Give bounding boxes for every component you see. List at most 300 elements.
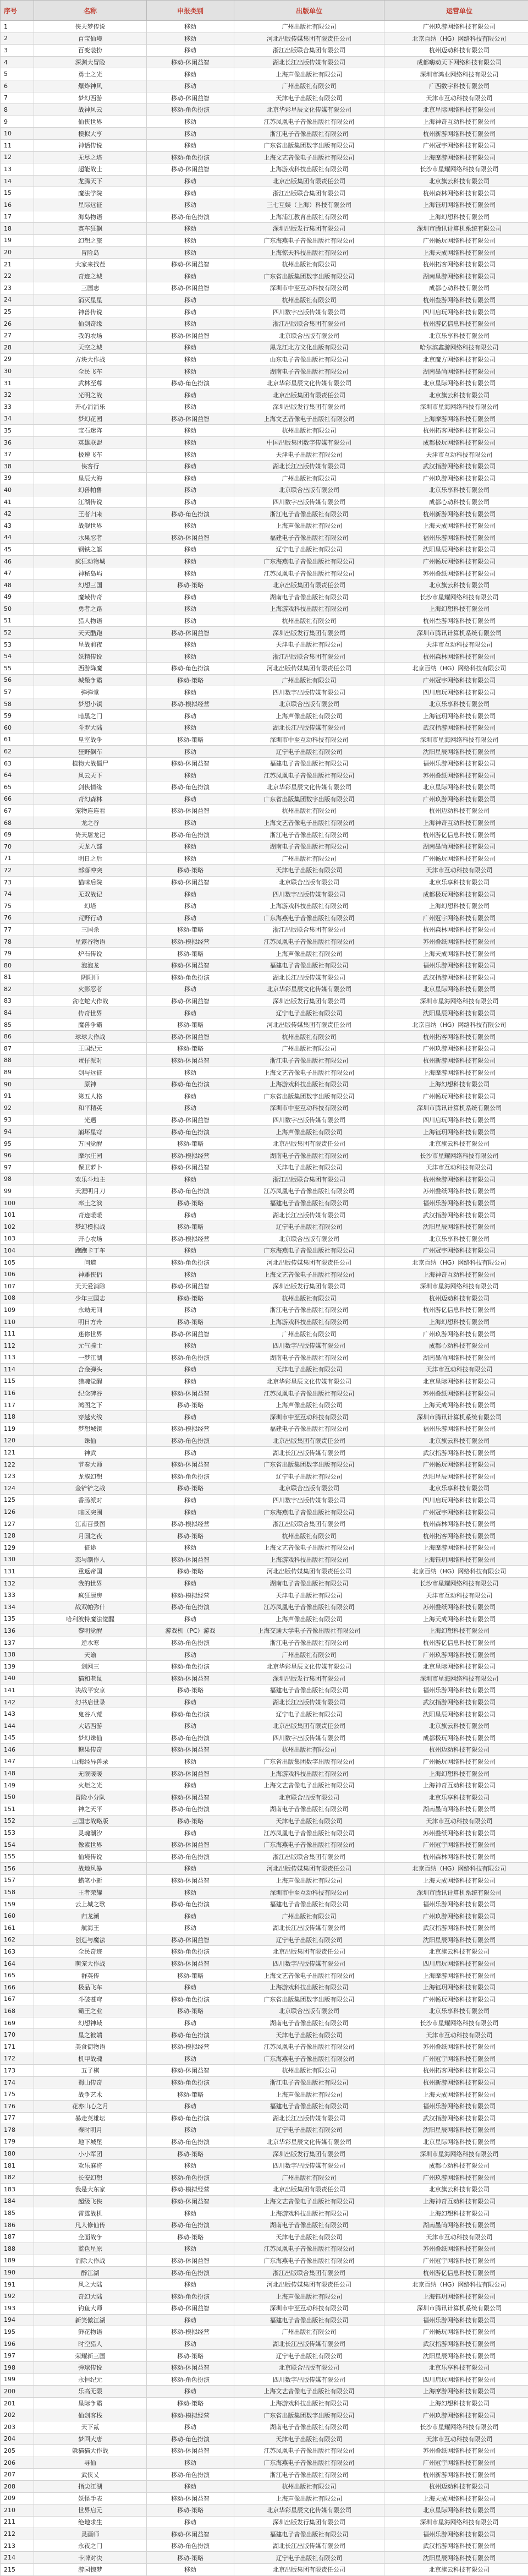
row-category: 移动 — [147, 852, 234, 865]
table-row — [1, 365, 528, 378]
row-operator: 苏州叠纸网络科技有限公司 — [384, 2445, 528, 2457]
row-index: 45 — [1, 544, 34, 556]
row-category: 移动 — [147, 389, 234, 401]
row-category: 移动 — [147, 199, 234, 211]
row-category: 移动 — [147, 460, 234, 472]
row-name: 开心农场 — [34, 1233, 147, 1245]
row-operator: 北京乐享科技有限公司 — [384, 1791, 528, 1803]
row-publisher: 北京华彩星辰文化传媒有限公司 — [234, 1660, 384, 1672]
row-publisher: 北京出版集团有限责任公司 — [234, 175, 384, 187]
row-name: 奇迹之城 — [34, 270, 147, 282]
row-name: 魔兽争霸 — [34, 1019, 147, 1031]
row-category: 移动 — [147, 1245, 234, 1257]
row-publisher: 四川数字出版传媒有限公司 — [234, 1957, 384, 1970]
row-index: 198 — [1, 2361, 34, 2373]
table-row — [1, 389, 528, 401]
row-index: 171 — [1, 2041, 34, 2053]
row-publisher: 浙江电子音像出版社有限公司 — [234, 1637, 384, 1649]
row-name: 哈利波特魔法觉醒 — [34, 1613, 147, 1625]
table-row — [1, 674, 528, 686]
row-publisher: 辽宁电子出版社有限公司 — [234, 1007, 384, 1019]
row-publisher: 深圳出版发行集团有限公司 — [234, 2148, 384, 2160]
row-category: 移动-休闲益智 — [147, 1791, 234, 1803]
table-row — [1, 1744, 528, 1756]
row-category: 移动 — [147, 2053, 234, 2065]
row-name: 恋与制作人 — [34, 1554, 147, 1566]
row-category: 移动 — [147, 175, 234, 187]
table-row — [1, 1173, 528, 1185]
row-name: 梦想城镇 — [34, 1423, 147, 1435]
row-name: 永劫无间 — [34, 1304, 147, 1316]
row-name: 无尽之塔 — [34, 151, 147, 163]
table-row — [1, 1755, 528, 1768]
row-name: 侠客行 — [34, 460, 147, 472]
row-operator: 苏州叠纸网络科技有限公司 — [384, 1387, 528, 1399]
row-index: 129 — [1, 1542, 34, 1554]
row-index: 116 — [1, 1387, 34, 1399]
row-operator: 杭州叁游网络科技有限公司 — [384, 294, 528, 306]
table-row — [1, 1566, 528, 1578]
row-publisher: 辽宁电子出版社有限公司 — [234, 1221, 384, 1233]
table-row — [1, 567, 528, 579]
row-name: 我的农场 — [34, 330, 147, 342]
row-operator: 武汉指游网络科技有限公司 — [384, 2540, 528, 2552]
row-index: 176 — [1, 2100, 34, 2112]
row-category: 移动 — [147, 1755, 234, 1768]
row-name: 剑与远征 — [34, 1067, 147, 1079]
row-category: 移动-休闲益智 — [147, 1054, 234, 1067]
table-row — [1, 163, 528, 176]
row-name: 全民飞车 — [34, 365, 147, 378]
row-category: 移动 — [147, 365, 234, 378]
row-category: 移动 — [147, 32, 234, 45]
table-row — [1, 544, 528, 556]
row-index: 28 — [1, 342, 34, 354]
row-operator: 深圳市腾讯计算机系统有限公司 — [384, 2302, 528, 2315]
row-category: 移动 — [147, 234, 234, 247]
table-row — [1, 1957, 528, 1970]
row-name: 大话西游 — [34, 1720, 147, 1732]
row-index: 51 — [1, 615, 34, 627]
row-category: 移动 — [147, 710, 234, 722]
row-category: 移动 — [147, 2243, 234, 2255]
row-operator: 广州玖游网络科技有限公司 — [384, 472, 528, 484]
table-row — [1, 983, 528, 996]
row-index: 84 — [1, 1007, 34, 1019]
table-row — [1, 1637, 528, 1649]
row-operator: 福州乐游网络科技有限公司 — [384, 1197, 528, 1209]
row-name: 绝地求生 — [34, 2516, 147, 2528]
row-publisher: 广东省出版集团数字出版有限公司 — [234, 1458, 384, 1470]
row-index: 24 — [1, 294, 34, 306]
row-category: 移动-策略 — [147, 2397, 234, 2409]
row-publisher: 广东海燕电子音像出版社有限公司 — [234, 1839, 384, 1851]
row-category: 移动 — [147, 1827, 234, 1839]
row-operator: 北京旗云科技有限公司 — [384, 175, 528, 187]
row-index: 63 — [1, 757, 34, 769]
row-index: 106 — [1, 1268, 34, 1281]
row-category: 移动-策略 — [147, 1043, 234, 1055]
table-row — [1, 2314, 528, 2326]
row-publisher: 四川数字出版传媒有限公司 — [234, 306, 384, 318]
row-publisher: 广东省出版集团数字出版有限公司 — [234, 139, 384, 151]
row-operator: 苏州叠纸网络科技有限公司 — [384, 1601, 528, 1613]
row-publisher: 深圳出版发行集团有限公司 — [234, 401, 384, 413]
row-category: 移动-休闲益智 — [147, 1458, 234, 1470]
table-row — [1, 472, 528, 484]
row-name: 神秘岛屿 — [34, 567, 147, 579]
row-category: 移动 — [147, 1067, 234, 1079]
table-row — [1, 2053, 528, 2065]
row-publisher: 广州出版社有限公司 — [234, 1649, 384, 1661]
row-category: 移动-角色扮演 — [147, 1993, 234, 2005]
row-index: 50 — [1, 603, 34, 615]
table-row — [1, 2029, 528, 2041]
row-operator: 福州乐游网络科技有限公司 — [384, 1423, 528, 1435]
row-index: 203 — [1, 2421, 34, 2433]
row-publisher: 广东省出版集团数字出版有限公司 — [234, 1993, 384, 2005]
row-operator: 上海幻想科技有限公司 — [384, 1768, 528, 1780]
row-publisher: 深圳市中至互动科技有限公司 — [234, 734, 384, 746]
row-name: 黎明觉醒 — [34, 1625, 147, 1637]
row-name: 光明之战 — [34, 389, 147, 401]
row-name: 斗破苍穹 — [34, 1993, 147, 2005]
row-operator: 上海天成网络科技有限公司 — [384, 1874, 528, 1886]
table-row — [1, 1019, 528, 1031]
row-category: 移动 — [147, 1981, 234, 1993]
table-row — [1, 2088, 528, 2101]
row-name: 时空猎人 — [34, 2338, 147, 2350]
row-operator: 杭州森林网络科技有限公司 — [384, 1851, 528, 1863]
row-name: 消灭星星 — [34, 294, 147, 306]
row-operator: 北京星际网络科技有限公司 — [384, 1660, 528, 1672]
row-operator: 四川启玩网络科技有限公司 — [384, 1494, 528, 1506]
row-name: 梦想小镇 — [34, 698, 147, 710]
row-index: 3 — [1, 45, 34, 57]
table-row — [1, 1506, 528, 1518]
table-row — [1, 1910, 528, 1922]
row-category: 移动 — [147, 2314, 234, 2326]
table-row — [1, 1946, 528, 1958]
row-publisher: 浙江电子音像出版社有限公司 — [234, 829, 384, 841]
row-category: 移动-模拟经营 — [147, 1233, 234, 1245]
row-name: 勇者之路 — [34, 603, 147, 615]
row-category: 移动-策略 — [147, 579, 234, 591]
row-index: 188 — [1, 2243, 34, 2255]
table-row — [1, 282, 528, 294]
row-publisher: 湖北长江出版传媒有限公司 — [234, 971, 384, 983]
row-index: 1 — [1, 21, 34, 33]
row-category: 移动 — [147, 1494, 234, 1506]
row-index: 39 — [1, 472, 34, 484]
row-index: 136 — [1, 1625, 34, 1637]
row-name: 弹球传说 — [34, 2361, 147, 2373]
row-category: 移动-角色扮演 — [147, 663, 234, 675]
table-row — [1, 1720, 528, 1732]
row-name: 奇迹暖暖 — [34, 1209, 147, 1221]
table-row — [1, 2433, 528, 2445]
table-row — [1, 2195, 528, 2207]
row-index: 202 — [1, 2409, 34, 2421]
row-name: 神武 — [34, 1447, 147, 1459]
table-row — [1, 1031, 528, 1043]
row-operator: 广州冠宇网络科技有限公司 — [384, 1839, 528, 1851]
row-operator: 广州畅玩网络科技有限公司 — [384, 1755, 528, 1768]
table-row — [1, 2267, 528, 2279]
row-category: 移动-休闲益智 — [147, 876, 234, 888]
header-publisher: 出版单位 — [234, 1, 384, 21]
row-operator: 杭州新游网络科技有限公司 — [384, 128, 528, 140]
row-index: 179 — [1, 2136, 34, 2148]
row-publisher: 湖南电子音像出版社有限公司 — [234, 2017, 384, 2029]
row-category: 移动-休闲益智 — [147, 2445, 234, 2457]
row-category: 移动 — [147, 2207, 234, 2219]
table-row — [1, 2504, 528, 2517]
row-operator: 上海神奇互动科技有限公司 — [384, 1779, 528, 1791]
row-name: 五子棋 — [34, 2065, 147, 2077]
table-row — [1, 793, 528, 805]
row-operator: 杭州新游网络科技有限公司 — [384, 1054, 528, 1067]
row-name: 星辰大海 — [34, 472, 147, 484]
row-publisher: 上海文艺音像电子出版社有限公司 — [234, 1268, 384, 1281]
table-row — [1, 1137, 528, 1150]
table-row — [1, 1185, 528, 1197]
row-name: 剑网三 — [34, 1660, 147, 1672]
table-row — [1, 1660, 528, 1672]
row-category: 移动-角色扮演 — [147, 2290, 234, 2302]
row-operator: 杭州森林网络科技有限公司 — [384, 650, 528, 663]
row-name: 荒野行动 — [34, 912, 147, 924]
row-operator: 成都极玩网络科技有限公司 — [384, 1732, 528, 1744]
row-operator: 上海幻想科技有限公司 — [384, 1316, 528, 1328]
row-category: 移动 — [147, 1720, 234, 1732]
row-publisher: 上海文艺音像电子出版社有限公司 — [234, 1779, 384, 1791]
table-row — [1, 1886, 528, 1899]
row-publisher: 湖北长江出版传媒有限公司 — [234, 2540, 384, 2552]
table-row — [1, 1256, 528, 1268]
table-row — [1, 865, 528, 877]
table-row — [1, 1245, 528, 1257]
row-category: 移动-策略 — [147, 2504, 234, 2517]
row-index: 58 — [1, 698, 34, 710]
row-index: 197 — [1, 2350, 34, 2362]
row-index: 40 — [1, 484, 34, 496]
row-operator: 天津市互动科技有限公司 — [384, 1589, 528, 1601]
row-name: 穿越火线 — [34, 1411, 147, 1423]
row-publisher: 江苏凤凰电子音像出版社有限公司 — [234, 116, 384, 128]
row-name: 仙侠世界 — [34, 116, 147, 128]
row-index: 79 — [1, 948, 34, 960]
row-category: 移动-模拟经营 — [147, 2041, 234, 2053]
row-publisher: 广东海燕电子音像出版社有限公司 — [234, 2457, 384, 2469]
row-name: 凡人修仙传 — [34, 2219, 147, 2231]
row-publisher: 江苏凤凰电子音像出版社有限公司 — [234, 2445, 384, 2457]
row-name: 风云天下 — [34, 769, 147, 781]
row-publisher: 福建电子音像出版社有限公司 — [234, 2314, 384, 2326]
row-index: 14 — [1, 175, 34, 187]
row-category: 移动-角色扮演 — [147, 2136, 234, 2148]
row-name: 卡牌对决 — [34, 2552, 147, 2564]
row-publisher: 浙江电子音像出版社有限公司 — [234, 2469, 384, 2481]
row-category: 移动 — [147, 840, 234, 852]
row-operator: 北京旗云科技有限公司 — [384, 389, 528, 401]
row-publisher: 杭州出版社有限公司 — [234, 1031, 384, 1043]
table-row — [1, 663, 528, 675]
row-category: 移动-策略 — [147, 1970, 234, 1982]
row-category: 移动-策略 — [147, 1197, 234, 1209]
table-row — [1, 2255, 528, 2267]
table-row — [1, 104, 528, 116]
row-operator: 杭州迈动科技有限公司 — [384, 1744, 528, 1756]
table-row — [1, 852, 528, 865]
row-operator: 北京星际网络科技有限公司 — [384, 983, 528, 996]
row-publisher: 北京联合出版有限公司 — [234, 876, 384, 888]
row-index: 173 — [1, 2065, 34, 2077]
row-index: 151 — [1, 1803, 34, 1815]
row-category: 移动-角色扮演 — [147, 1851, 234, 1863]
row-publisher: 辽宁电子出版社有限公司 — [234, 1470, 384, 1483]
row-operator: 上海天成网络科技有限公司 — [384, 1613, 528, 1625]
row-name: 跑跑卡丁车 — [34, 1245, 147, 1257]
table-row — [1, 1898, 528, 1910]
table-row — [1, 532, 528, 544]
row-index: 213 — [1, 2540, 34, 2552]
row-publisher: 江苏凤凰电子音像出版社有限公司 — [234, 567, 384, 579]
table-row — [1, 1375, 528, 1387]
row-name: 猎人物语 — [34, 615, 147, 627]
row-publisher: 天津电子出版社有限公司 — [234, 449, 384, 461]
row-publisher: 辽宁电子出版社有限公司 — [234, 746, 384, 758]
row-index: 12 — [1, 151, 34, 163]
row-publisher: 北京联合出版有限公司 — [234, 1791, 384, 1803]
row-name: 保卫萝卜 — [34, 1162, 147, 1174]
row-publisher: 湖北长江出版传媒有限公司 — [234, 460, 384, 472]
row-index: 155 — [1, 1851, 34, 1863]
row-operator: 上海钰玥网络科技有限公司 — [384, 2290, 528, 2302]
table-row — [1, 2326, 528, 2338]
row-category: 移动 — [147, 484, 234, 496]
table-row — [1, 1458, 528, 1470]
row-operator: 上海幻想科技有限公司 — [384, 1625, 528, 1637]
row-operator: 上海天成网络科技有限公司 — [384, 247, 528, 259]
row-category: 移动 — [147, 1696, 234, 1708]
row-index: 4 — [1, 56, 34, 68]
row-operator: 广州冠宇网络科技有限公司 — [384, 674, 528, 686]
row-name: 冒险小分队 — [34, 1791, 147, 1803]
row-category: 移动-休闲益智 — [147, 2528, 234, 2540]
row-category: 移动-角色扮演 — [147, 1352, 234, 1364]
row-index: 78 — [1, 936, 34, 948]
row-operator: 广州畅玩网络科技有限公司 — [384, 2326, 528, 2338]
row-operator: 杭州叁游网络科技有限公司 — [384, 1173, 528, 1185]
row-index: 167 — [1, 1993, 34, 2005]
row-publisher: 深圳市中至互动科技有限公司 — [234, 282, 384, 294]
row-category: 移动 — [147, 555, 234, 567]
row-name: 梦幻花园 — [34, 413, 147, 425]
row-name: 崩坏星穹 — [34, 1126, 147, 1138]
row-publisher: 杭州出版社有限公司 — [234, 805, 384, 817]
row-index: 46 — [1, 555, 34, 567]
row-name: 贪吃蛇大作战 — [34, 995, 147, 1007]
row-operator: 天津市互动科技有限公司 — [384, 2231, 528, 2243]
row-name: 泡泡龙 — [34, 959, 147, 971]
table-row — [1, 460, 528, 472]
row-publisher: 河北出版传媒集团有限责任公司 — [234, 1566, 384, 1578]
row-name: 星际争霸 — [34, 2397, 147, 2409]
row-category: 移动-休闲益智 — [147, 2195, 234, 2207]
row-index: 205 — [1, 2445, 34, 2457]
table-row — [1, 1827, 528, 1839]
row-name: 神之天平 — [34, 1803, 147, 1815]
row-index: 5 — [1, 68, 34, 80]
row-index: 37 — [1, 449, 34, 461]
row-name: 武林至尊 — [34, 377, 147, 389]
table-row — [1, 1518, 528, 1530]
row-name: 逆水寒 — [34, 1637, 147, 1649]
row-category: 移动-休闲益智 — [147, 2065, 234, 2077]
table-row — [1, 2172, 528, 2184]
row-operator: 深圳市星海网络科技有限公司 — [384, 2148, 528, 2160]
row-index: 38 — [1, 460, 34, 472]
row-index: 47 — [1, 567, 34, 579]
row-name: 霸王之业 — [34, 2005, 147, 2017]
row-category: 移动 — [147, 247, 234, 259]
table-row — [1, 2386, 528, 2398]
row-publisher: 北京联合出版有限公司 — [234, 698, 384, 710]
table-row — [1, 1316, 528, 1328]
row-publisher: 上海声像出版社有限公司 — [234, 710, 384, 722]
row-name: 梦幻西游 — [34, 92, 147, 104]
row-category: 移动 — [147, 294, 234, 306]
row-category: 移动 — [147, 603, 234, 615]
row-publisher: 湖北长江出版传媒有限公司 — [234, 2112, 384, 2124]
row-category: 移动-策略 — [147, 2005, 234, 2017]
row-index: 88 — [1, 1054, 34, 1067]
table-row — [1, 45, 528, 57]
table-row — [1, 805, 528, 817]
table-row — [1, 936, 528, 948]
table-row — [1, 722, 528, 734]
row-name: 幻想三国 — [34, 579, 147, 591]
row-publisher: 广州出版社有限公司 — [234, 1328, 384, 1340]
row-category: 移动-角色扮演 — [147, 1435, 234, 1447]
row-operator: 天津市互动科技有限公司 — [384, 1364, 528, 1376]
row-index: 30 — [1, 365, 34, 378]
table-row — [1, 2516, 528, 2528]
row-name: 合金弹头 — [34, 1364, 147, 1376]
row-category: 移动-角色扮演 — [147, 104, 234, 116]
table-row — [1, 234, 528, 247]
table-row — [1, 92, 528, 104]
table-row — [1, 2076, 528, 2088]
row-index: 177 — [1, 2112, 34, 2124]
row-index: 113 — [1, 1352, 34, 1364]
row-index: 86 — [1, 1031, 34, 1043]
row-operator: 天津市互动科技有限公司 — [384, 449, 528, 461]
table-row — [1, 2231, 528, 2243]
table-row — [1, 294, 528, 306]
row-publisher: 上海游戏科技出版社有限公司 — [234, 163, 384, 176]
row-publisher: 北京出版集团有限责任公司 — [234, 579, 384, 591]
table-row — [1, 1672, 528, 1684]
table-row — [1, 2065, 528, 2077]
row-name: 王者荣耀 — [34, 1886, 147, 1899]
row-name: 梦幻模拟战 — [34, 1221, 147, 1233]
table-row — [1, 959, 528, 971]
row-operator: 杭州迈动科技有限公司 — [384, 45, 528, 57]
row-name: 和平精英 — [34, 1102, 147, 1114]
row-publisher: 广州出版社有限公司 — [234, 852, 384, 865]
